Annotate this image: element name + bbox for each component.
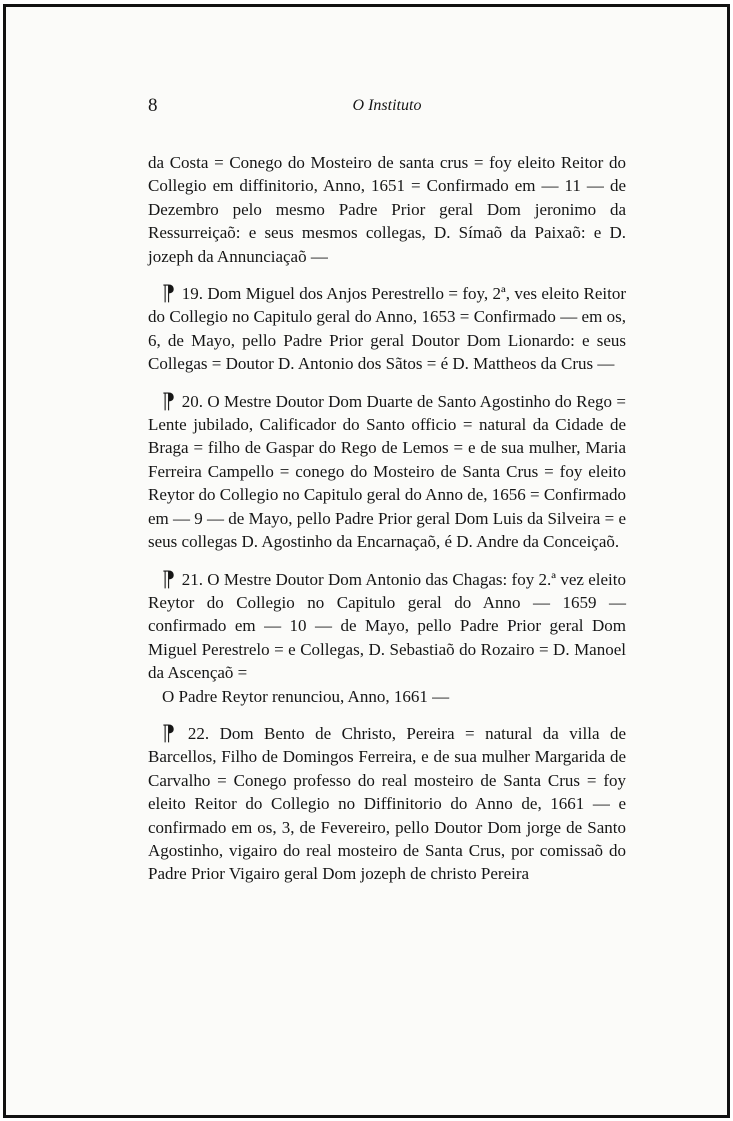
paragraph-text: da Costa = Conego do Mosteiro de santa crus = foy eleito Reitor do Collegio em diffinitorio, Anno, 1651 = Confirmado em — 11 — de Dezembro pelo mesmo Padre Prior geral Dom jeronimo da Ressurreiçaõ: e seus mesmos collegas, D. Símaõ da Paixaõ: e D. jozeph da Annunciaçaõ — xyxy=(148,153,626,266)
paragraph-text: 21. O Mestre Doutor Dom Antonio das Chagas: foy 2.ª vez eleito Reytor do Collegio no Capitulo geral do Anno — 1659 — confirmado em — 10 — de Mayo, pello Padre Prior geral Dom Miguel Perestrelo = e Collegas, D. Sebastiaõ do Rozairo = D. Manoel da Ascençaõ = xyxy=(148,569,627,683)
paragraph-text: 19. Dom Miguel dos Anjos Perestrello = foy, 2ª, ves eleito Reitor do Collegio no Capitulo geral do Anno, 1653 = Confirmado — em os, 6, de Mayo, pello Padre Prior geral Doutor Dom Lionardo: e seus Collegas = Doutor D. Antonio dos Sãtos = é D. Mattheos da Crus — xyxy=(148,284,627,374)
pilcrow-icon: ⁋ xyxy=(162,388,176,413)
running-title: O Instituto xyxy=(352,97,422,114)
page-number: 8 xyxy=(148,95,158,116)
entry-20 xyxy=(148,390,626,554)
paragraph-text: 20. O Mestre Doutor Dom Duarte de Santo Agostinho do Rego = Lente jubilado, Calificador do Santo officio = natural da Cidade de Braga = filho de Gaspar do Rego de Lemos = e de sua mulher, Maria Ferreira Campello = conego do Mosteiro de Santa Crus = foy eleito Reytor do Collegio no Capitulo geral do Anno de, 1656 = Confirmado em — 9 — de Mayo, pello Padre Prior geral Dom Luis da Silveira = e seus collegas D. Agostinho da Encarnaçaõ, é D. Andre da Conceiçaõ. xyxy=(148,391,627,552)
pilcrow-icon: ⁋ xyxy=(162,566,176,591)
pilcrow-icon: ⁋ xyxy=(162,281,176,306)
entry-19 xyxy=(148,282,626,376)
paragraph-subline: O Padre Reytor renunciou, Anno, 1661 — xyxy=(162,686,450,706)
entry-21 xyxy=(148,568,626,708)
page-header xyxy=(148,95,626,125)
paragraph-continued xyxy=(148,151,626,268)
paragraph-text: 22. Dom Bento de Christo, Pereira = natural da villa de Barcellos, Filho de Domingos Ferreira, e de sua mulher Margarida de Carvalho = Conego professo do real mosteiro de Santa Crus = foy eleito Reitor do Collegio no Diffinitorio do Anno de, 1661 — e confirmado em os, 3, de Fevereiro, pello Doutor Dom jorge de Santo Agostinho, vigairo do real mosteiro de Santa Crus, por comissaõ do Padre Prior Vigairo geral Dom jozeph de christo Pereira xyxy=(148,723,627,884)
pilcrow-icon: ⁋ xyxy=(162,720,176,745)
book-page xyxy=(148,95,626,886)
entry-22 xyxy=(148,722,626,886)
